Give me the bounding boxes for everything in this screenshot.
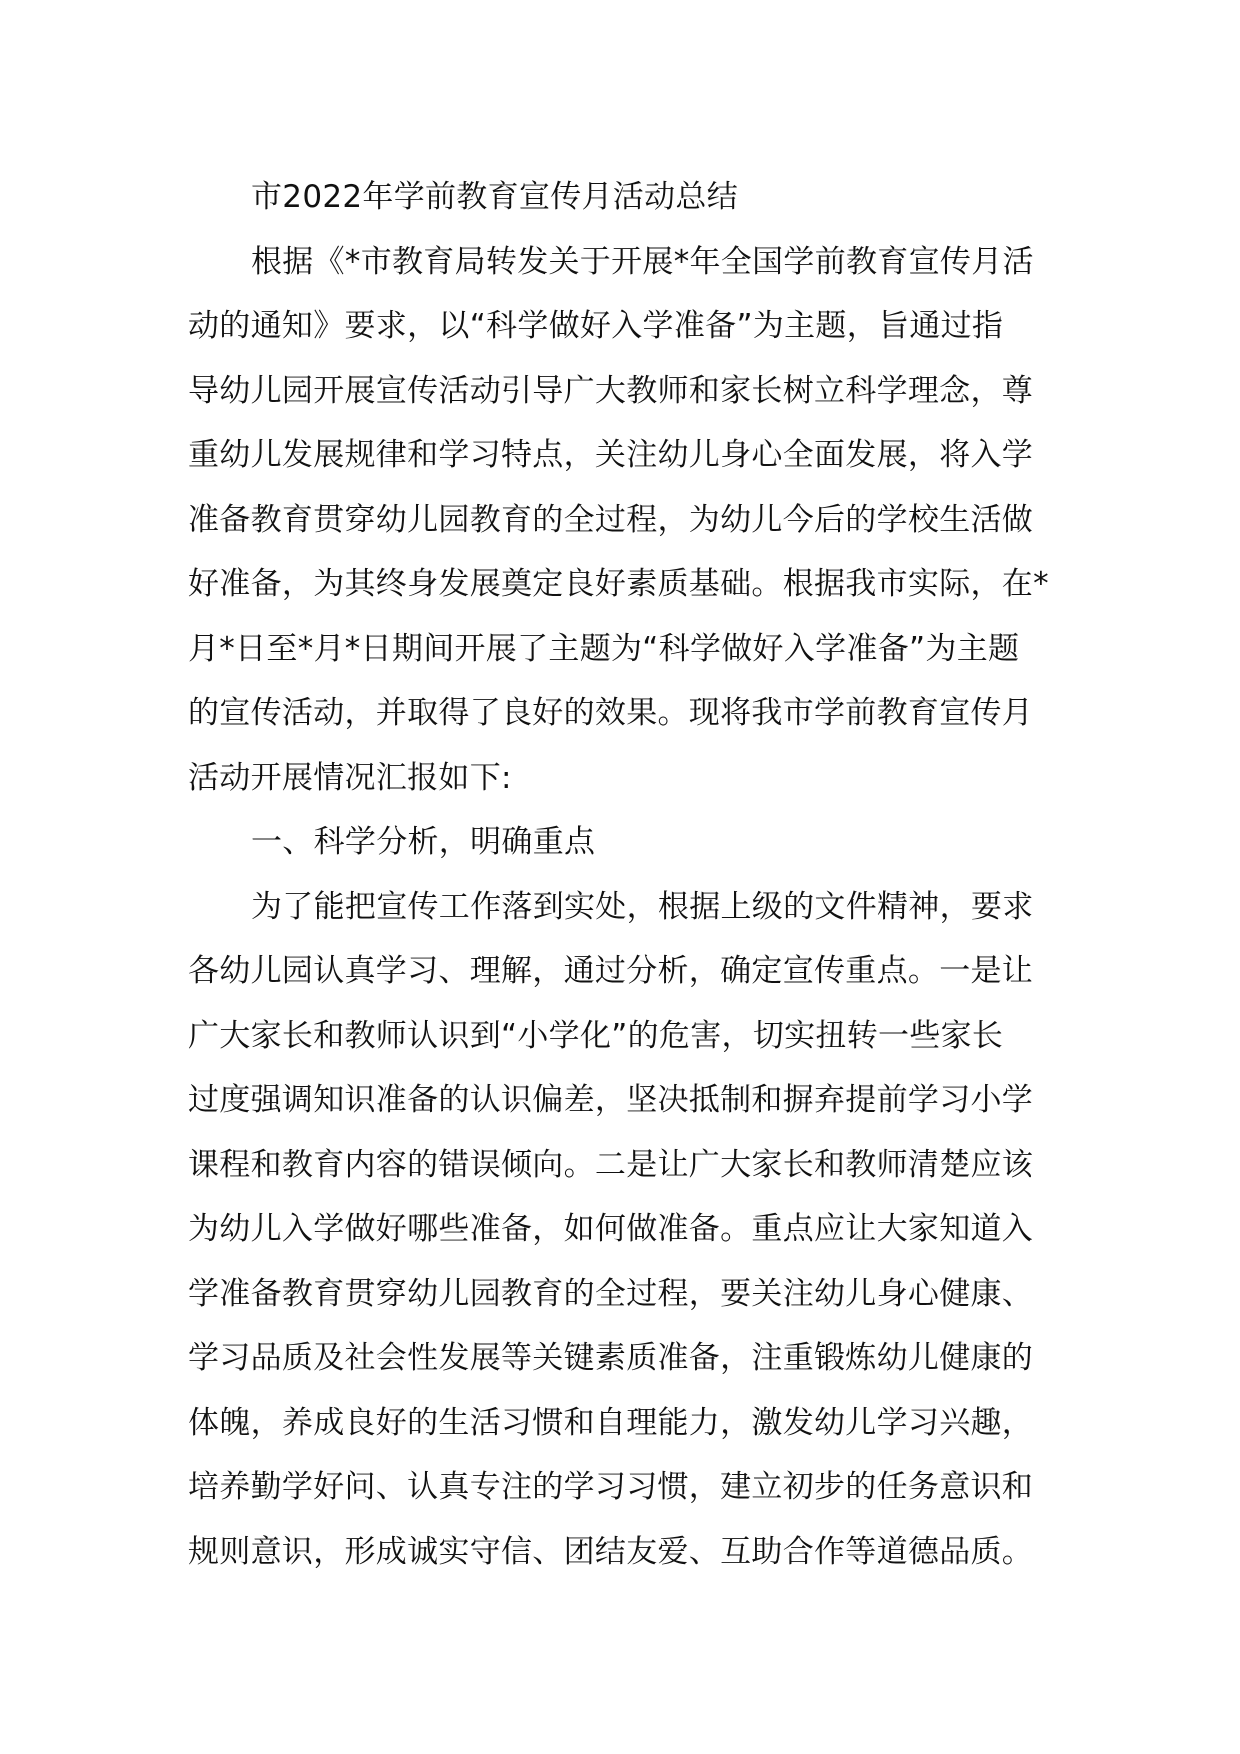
paragraph-line: 学习品质及社会性发展等关键素质准备，注重锻炼幼儿健康的 <box>188 1340 1034 1376</box>
paragraph-line: 为了能把宣传工作落到实处，根据上级的文件精神，要求 <box>251 888 1034 925</box>
paragraph-line: 活动开展情况汇报如下: <box>188 759 512 796</box>
paragraph-line: 动的通知》要求，以“科学做好入学准备”为主题，旨通过指 <box>188 308 1004 344</box>
paragraph-line: 重幼儿发展规律和学习特点，关注幼儿身心全面发展，将入学 <box>188 437 1034 473</box>
document-title: 市2022年学前教育宣传月活动总结 <box>251 179 738 215</box>
paragraph-line: 根据《*市教育局转发关于开展*年全国学前教育宣传月活 <box>251 243 1034 280</box>
paragraph-line: 体魄，养成良好的生活习惯和自理能力，激发幼儿学习兴趣， <box>188 1404 1034 1441</box>
paragraph-line: 导幼儿园开展宣传活动引导广大教师和家长树立科学理念，尊 <box>188 372 1034 409</box>
paragraph-2 <box>188 875 1060 1585</box>
paragraph-line: 的宣传活动，并取得了良好的效果。现将我市学前教育宣传月 <box>188 695 1034 731</box>
paragraph-1 <box>188 230 1060 811</box>
document-page <box>188 165 1060 1584</box>
paragraph-line: 过度强调知识准备的认识偏差，坚决抵制和摒弃提前学习小学 <box>188 1082 1034 1118</box>
paragraph-line: 学准备教育贯穿幼儿园教育的全过程，要关注幼儿身心健康、 <box>188 1275 1034 1312</box>
section-heading: 一、科学分析，明确重点 <box>251 824 596 860</box>
paragraph-line: 为幼儿入学做好哪些准备，如何做准备。重点应让大家知道入 <box>188 1211 1034 1247</box>
paragraph-line: 准备教育贯穿幼儿园教育的全过程，为幼儿今后的学校生活做 <box>188 501 1034 538</box>
paragraph-line: 广大家长和教师认识到“小学化”的危害，切实扭转一些家长 <box>188 1017 1004 1054</box>
paragraph-line: 课程和教育内容的错误倾向。二是让广大家长和教师清楚应该 <box>188 1146 1034 1183</box>
paragraph-line: 培养勤学好问、认真专注的学习习惯，建立初步的任务意识和 <box>188 1469 1034 1505</box>
paragraph-line: 好准备，为其终身发展奠定良好素质基础。根据我市实际，在* <box>188 566 1049 602</box>
paragraph-line: 规则意识，形成诚实守信、团结友爱、互助合作等道德品质。 <box>188 1533 1034 1570</box>
paragraph-line: 月*日至*月*日期间开展了主题为“科学做好入学准备”为主题 <box>188 630 1020 667</box>
paragraph-line: 各幼儿园认真学习、理解，通过分析，确定宣传重点。一是让 <box>188 953 1034 989</box>
